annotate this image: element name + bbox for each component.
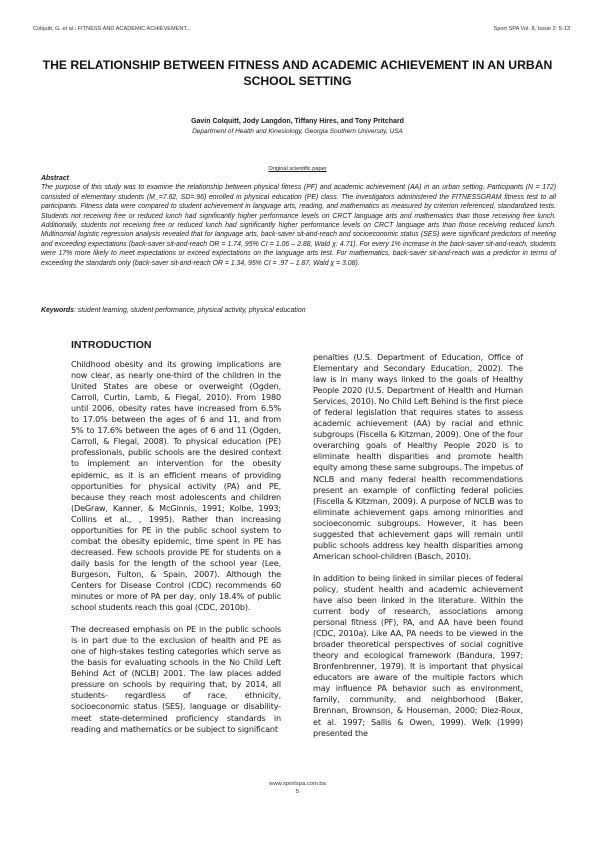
abstract-text: The purpose of this study was to examine the relationship between physical fitness (PF) and academic achievement (AA) in an urban setting. Participants (N = 172) consisted of elementary students (M_=7.62, SD=.96) enrolled in physical education (PE) class. The investigators administered the FITNESSGRAM fitness test to all participants. Fitness data were compared to student achievement in language arts, reading, and mathematics as measured by criterion referenced, standardized tests. Students not receiving free or reduced lunch had significantly higher performance levels on CRCT language arts and mathematics than those receiving free lunch. Additionally, students not receiving free or reduced lunch had significantly higher performance levels on CRCT language arts than those receiving reduced lunch. Multinomial logistic regression analysis revealed that for language arts, back-saver sit-and-reach and socioeconomic status (SES) were significant predictors of meeting and exceeding expectations (back-saver sit-and-reach OR = 1.74, 95% CI = 1.06 – 2.88, Wald χ: 4.71). For every 1% increase in the back-saver sit-and-reach, students were 17% more likely to meet expectations or exceed expectations on the language arts test. For mathematics, back-saver sit-and-reach was a predictor in terms of exceeding the standards only (back-saver sit-and-reach OR = 1.34, 95% CI = .97 – 1.87, Wald χ = 3.08). <box>41 184 556 267</box>
paper-title: THE RELATIONSHIP BETWEEN FITNESS AND ACADEMIC ACHIEVEMENT IN AN URBAN SCHOOL SETTING <box>42 58 553 88</box>
abstract-heading: Abstract <box>41 175 69 182</box>
author-list: Gavin Colquitt, Jody Langdon, Tiffany Hires, and Tony Pritchard <box>191 118 404 125</box>
abstract-section <box>41 174 556 268</box>
left-column <box>71 340 281 746</box>
body-paragraph: In addition to being linked in similar pieces of federal policy, student health and academic achievement have also been linked in the literature. Within the current body of research, associations among personal fitness (PF), PA, and AA have been found (CDC, 2010a). Like AA, PA needs to be viewed in the broader theoretical perspectives of social cognitive theory and ecological framework (Bandura, 1997; Bronfenbrenner, 1979). It is important that physical educators are aware of the multiple factors which may influence PA behavior such as environment, family, community, and neighborhood (Baker, Brennan, Brownson, & Houseman, 2000; Diez-Roux, et al. 1997; Sallis & Owen, 1999). Welk (1999) presented the <box>313 572 523 738</box>
introduction-heading: INTRODUCTION <box>71 339 152 351</box>
affiliation: Department of Health and Kinesiology, Georgia Southern University, USA <box>192 128 403 135</box>
journal-citation: Sport SPA Vol. 8, Issue 2: 5-13 <box>493 26 570 32</box>
paper-type-label: Original scientific paper <box>268 166 327 172</box>
keywords-label: Keywords <box>41 307 74 314</box>
body-paragraph: penalties (U.S. Department of Education, Office of Elementary and Secondary Education, 2002). The law is in many ways linked to the goals of Healthy People 2020 (U.S. Department of Health and Human Services, 2010). No Child Left Behind is the first piece of federal legislation that requires states to assess academic achievement (AA) by racial and ethnic subgroups (Fiscella & Kitzman, 2009). One of the four overarching goals of Healthy People 2020 is to eliminate health disparities and promote health equity among these same subgroups. The impetus of NCLB and many federal health recommendations present an example of conflicting federal policies (Fiscella & Kitzman, 2009). A purpose of NCLB was to eliminate achievement gaps among minorities and socioeconomic subgroups. However, it has been suggested that achievement gaps will remain until public schools address key health disparities among American school-children (Basch, 2010). <box>313 352 523 561</box>
footer-website: www.sportspa.com.ba <box>269 781 326 787</box>
keywords-text: : student learning, student performance, physical activity, physical education <box>73 307 306 314</box>
page-number: 5 <box>295 789 300 795</box>
intro-paragraph: The decreased emphasis on PE in the public schools is in part due to the exclusion of health and PE as one of high-stakes testing categories which serve as the basis for evaluating schools in the No Child Left Behind Act of (NCLB) 2001. The law places added pressure on schools by requiring that, by 2014, all students- regardless of race, ethnicity, socioeconomic status (SES), language or disability- meet state-determined proficiency standards in reading and mathematics or be subject to significant <box>71 624 281 734</box>
keywords-line <box>41 307 556 314</box>
right-column <box>313 352 523 750</box>
intro-paragraph: Childhood obesity and its growing implications are now clear, as nearly one-third of the children in the United States are obese or overweight (Ogden, Carroll, Curtin, Lamb, & Flegal, 2010). From 1980 until 2006, obesity rates have increased from 6.5% to 17.0% between the ages of 6 and 11, and from 5% to 17.6% between the ages of 6 and 11 (Ogden, Carroll, & Flegal, 2008). To physical education (PE) professionals, public schools are the desired context to implement an intervention for the obesity epidemic, as it is an efficient means of providing opportunities for physical activity (PA) and PE, because they reach most adolescents and children (DeGraw, Kanner, & McGinnis, 1991; Kolbe, 1993; Collins et al., , 1995). Rather than increasing opportunities for PE in the public school system to combat the obesity epidemic, time spent in PE has decreased. Few schools provide PE for students on a daily basis for the length of the school year (Lee, Burgeson, Fulton, & Spain, 2007). Although the Centers for Disease Control (CDC) recommends 60 minutes or more of PA per day, only 18.4% of public school students reach this goal (CDC, 2010b). <box>71 359 281 613</box>
running-header <box>33 26 570 36</box>
running-header-authors: Colquitt, G. et al.: FITNESS AND ACADEMIC ACHIEVEMENT... <box>33 26 191 32</box>
